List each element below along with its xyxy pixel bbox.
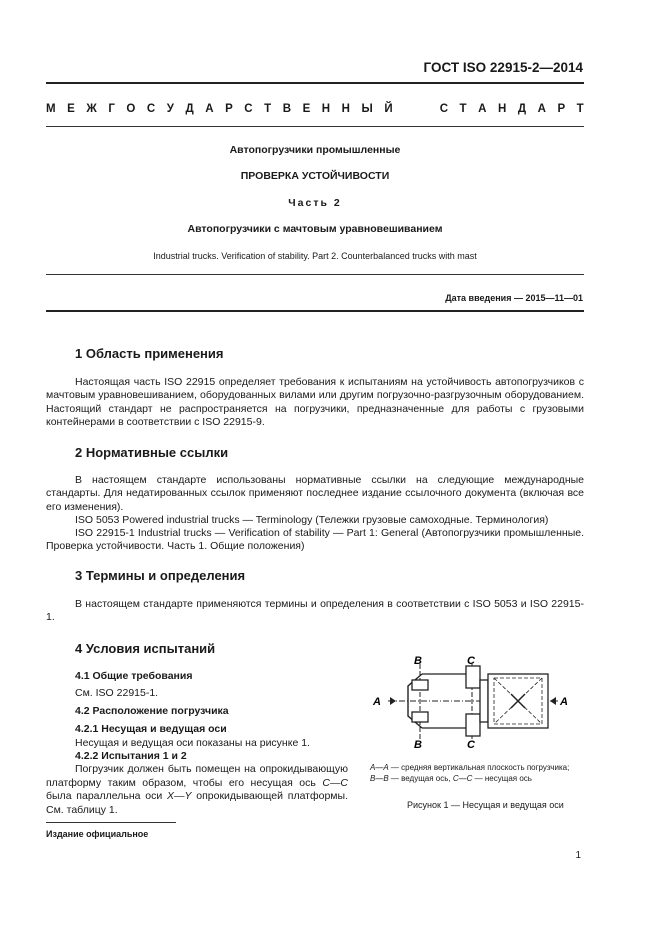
axis-xy-ref: X—Y [166, 790, 192, 803]
banner-letter: Е [302, 103, 311, 115]
figure-legend-line-2 [370, 773, 595, 784]
banner-letter: Д [517, 103, 527, 115]
arrow-left [390, 697, 396, 705]
banner-letter: В [282, 103, 292, 115]
banner-letter: Ж [86, 103, 97, 115]
section-1-title: 1 Область применения [75, 346, 224, 361]
subsection-4-1-title: 4.1 Общие требования [75, 670, 193, 682]
title-subtitle: Автопогрузчики с мачтовым уравновешиванием [187, 223, 443, 235]
text-run: Погрузчик должен быть помещен на опрокидывающую платформу таким образом, чтобы его несущая ось [46, 763, 348, 789]
banner-letter: Д [185, 103, 194, 115]
banner-letter: Н [341, 103, 350, 115]
subsection-4-2-1-text: Несущая и ведущая оси показаны на рисунке 1. [75, 737, 310, 749]
wheel-b-bottom [412, 712, 428, 722]
banner-letter: Й [384, 103, 393, 115]
banner-letter: У [166, 103, 174, 115]
label-c-bottom: C [467, 739, 475, 751]
banner-letter: А [205, 103, 214, 115]
title-rule [46, 274, 584, 275]
text-run: опрокидывающей платформы. См. таблицу 1. [46, 790, 348, 816]
document-code: ГОСТ ISO 22915-2—2014 [423, 60, 583, 75]
legend-text: — средняя вертикальная плоскость погрузчика; [388, 763, 570, 772]
label-c-top: C [467, 655, 475, 667]
date-rule [46, 310, 584, 312]
title-line-2: ПРОВЕРКА УСТОЙЧИВОСТИ [240, 170, 390, 182]
figure-caption: Рисунок 1 — Несущая и ведущая оси [407, 800, 564, 810]
banner-letter: Т [459, 103, 467, 115]
section-1-paragraph: Настоящая часть ISO 22915 определяет требования к испытаниям на устойчивость автопогрузчиков с мачтовым уравновешиванием, оборудованных вилами или другим погрузочно-разгрузочным оборудованием. Настоящий стандарт не распространяется на погрузчики, предназначенные для работы с грузовыми контейнерами в соответствии с ISO 22915-9. [46, 376, 584, 429]
banner-letter: Р [557, 103, 566, 115]
legend-symbol: C—C [452, 774, 473, 783]
banner-letter: Н [497, 103, 507, 115]
standard-banner [46, 103, 584, 115]
introduction-date: Дата введения — 2015—11—01 [445, 293, 583, 303]
axis-cc-ref: C—C [322, 776, 348, 789]
banner-letter: Т [264, 103, 272, 115]
arrow-right [550, 697, 556, 705]
title-line-1: Автопогрузчики промышленные [229, 144, 401, 156]
banner-letter: М [46, 103, 56, 115]
label-b-top: B [414, 655, 422, 667]
legend-symbol: A—A [370, 763, 389, 772]
label-a-left: A [373, 696, 381, 708]
text-run: была параллельна оси [46, 790, 167, 803]
subsection-4-2-title: 4.2 Расположение погрузчика [75, 705, 229, 717]
reference-iso-22915-1: ISO 22915-1 Industrial trucks — Verification of stability — Part 1: General (Автопогрузчики промышленные. Проверка устойчивости. Часть 1. Общие положения) [46, 527, 584, 553]
page-number: 1 [575, 850, 581, 861]
section-2-paragraph: В настоящем стандарте использованы нормативные ссылки на следующие международные стандарты. Для недатированных ссылок применяют последнее издание ссылочного документа (включая все его изменения). [46, 474, 584, 513]
subsection-4-1-text: См. ISO 22915-1. [75, 687, 159, 699]
banner-letter: А [478, 103, 487, 115]
english-title: Industrial trucks. Verification of stability. Part 2. Counterbalanced trucks with mast [153, 251, 477, 261]
legend-symbol: B—B [370, 774, 389, 783]
banner-letter: О [126, 103, 136, 115]
legend-text: — несущая ось [472, 774, 532, 783]
official-edition-note: Издание официальное [46, 829, 149, 839]
subsection-4-2-2-title: 4.2.2 Испытания 1 и 2 [75, 750, 187, 762]
figure-legend-line-1 [370, 762, 595, 773]
reference-iso-5053: ISO 5053 Powered industrial trucks — Terminology (Тележки грузовые самоходные. Терминология) [75, 514, 549, 526]
banner-letter: С [146, 103, 156, 115]
banner-letter: Р [225, 103, 233, 115]
mast [480, 680, 488, 722]
banner-rule [46, 126, 584, 127]
section-3-title: 3 Термины и определения [75, 568, 246, 583]
banner-letter: С [244, 103, 253, 115]
wheel-c-bottom [466, 714, 480, 736]
header-rule [46, 82, 584, 84]
label-a-right: A [560, 696, 568, 708]
banner-letter: Г [108, 103, 115, 115]
banner-letter: Н [321, 103, 331, 115]
banner-letter: Е [67, 103, 75, 115]
wheel-b-top [412, 680, 428, 690]
banner-letter: Ы [361, 103, 373, 115]
banner-letter: Т [576, 103, 584, 115]
figure-1-axes-diagram [368, 652, 588, 752]
subsection-4-2-2-text [46, 763, 348, 817]
legend-text: — ведущая ось, [388, 774, 453, 783]
footer-rule [46, 822, 176, 823]
banner-letter: С [439, 103, 448, 115]
banner-letter: А [537, 103, 546, 115]
section-3-paragraph: В настоящем стандарте применяются термины и определения в соответствии с ISO 5053 и ISO 22915-1. [46, 598, 584, 624]
label-b-bottom: B [414, 739, 422, 751]
section-4-title: 4 Условия испытаний [75, 641, 216, 656]
wheel-c-top [466, 666, 480, 688]
title-part: Часть 2 [288, 197, 342, 209]
subsection-4-2-1-title: 4.2.1 Несущая и ведущая оси [75, 723, 227, 735]
section-2-title: 2 Нормативные ссылки [75, 445, 229, 460]
